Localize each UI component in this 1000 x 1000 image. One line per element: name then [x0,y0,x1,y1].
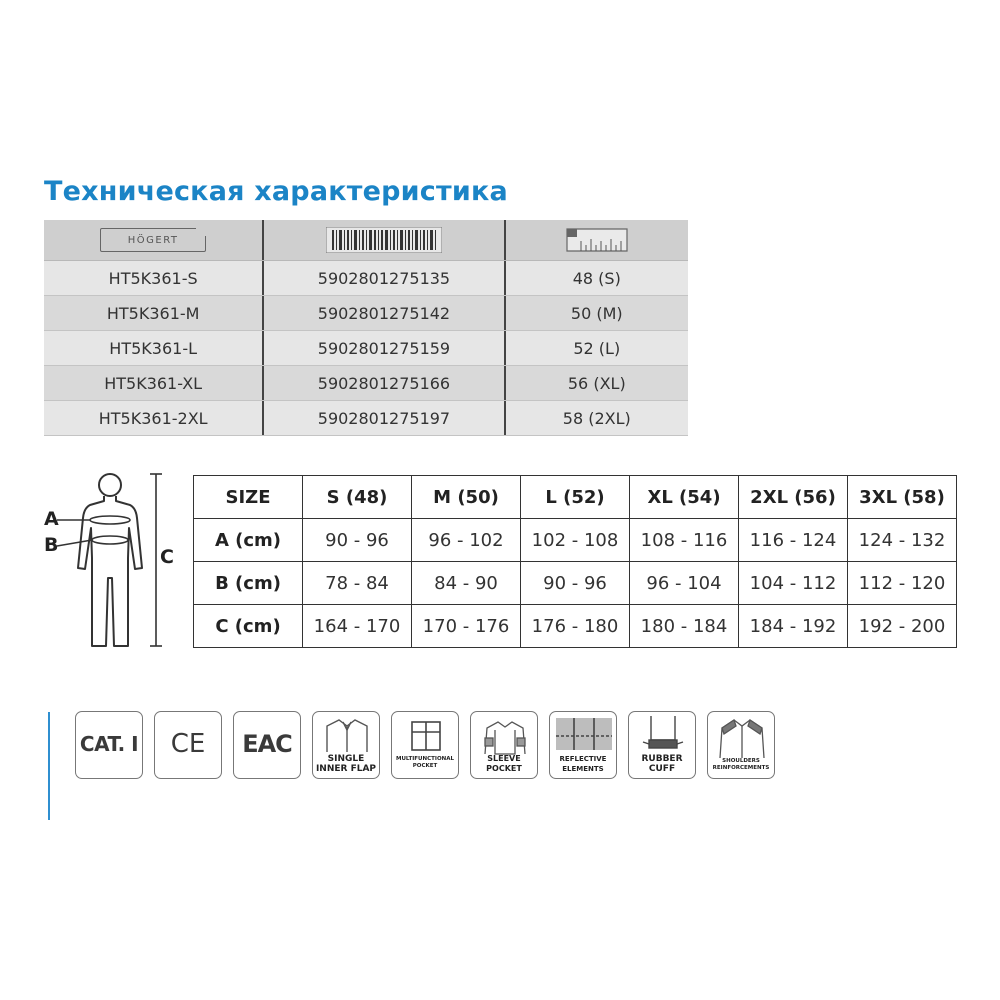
barcode-icon [326,227,442,253]
size-value: 50 (M) [570,303,623,323]
measurement-range: 108 - 116 [630,519,739,562]
product-code: HT5K361-L [44,331,264,365]
size-value: 58 (2XL) [562,408,631,428]
product-code: HT5K361-S [44,261,264,295]
measurement-range: 164 - 170 [303,605,412,648]
ruler-icon [565,227,629,253]
size-chart-header-row [194,476,957,519]
spec-table-row [44,261,688,296]
accent-divider [48,712,50,820]
cat-i-icon: CAT. I [75,711,143,779]
product-code: HT5K361-XL [44,366,264,400]
measurement-name: C (cm) [194,605,303,648]
size-chart-header-cell: M (50) [412,476,521,519]
size-chart-row [194,562,957,605]
measurement-range: 102 - 108 [521,519,630,562]
measurement-label-b: B [44,534,59,556]
size-chart-header-cell: S (48) [303,476,412,519]
size-value: 48 (S) [572,268,621,288]
shoulders-reinforcements-icon: SHOULDERS REINFORCEMENTS [707,711,775,779]
measurement-range: 116 - 124 [739,519,848,562]
size-chart-row [194,519,957,562]
size-chart-row [194,605,957,648]
size-chart-header-cell: L (52) [521,476,630,519]
size-chart-header-cell: 3XL (58) [848,476,957,519]
spec-table-header [44,220,688,261]
spec-table-row [44,296,688,331]
measurement-range: 96 - 104 [630,562,739,605]
spec-table-row [44,331,688,366]
measurement-range: 180 - 184 [630,605,739,648]
ce-mark-icon: CE [154,711,222,779]
brand-logo: HÖGERT [100,228,206,252]
size-chart-header-cell: XL (54) [630,476,739,519]
measurement-range: 78 - 84 [303,562,412,605]
eac-mark-icon: EAC [233,711,301,779]
measurement-range: 124 - 132 [848,519,957,562]
size-chart-header-cell: SIZE [194,476,303,519]
feature-icons-row [75,711,786,779]
measurement-range: 90 - 96 [521,562,630,605]
measurement-range: 112 - 120 [848,562,957,605]
body-measurement-figure [40,468,180,658]
spec-table-row [44,366,688,401]
spec-table-row [44,401,688,436]
ean-code: 5902801275166 [264,366,505,400]
size-value: 52 (L) [573,338,621,358]
measurement-range: 170 - 176 [412,605,521,648]
product-code: HT5K361-2XL [44,401,264,435]
size-chart-table [193,475,957,648]
ean-code: 5902801275159 [264,331,505,365]
measurement-range: 176 - 180 [521,605,630,648]
measurement-name: A (cm) [194,519,303,562]
rubber-cuff-icon: RUBBER CUFF [628,711,696,779]
measurement-range: 84 - 90 [412,562,521,605]
measurement-range: 184 - 192 [739,605,848,648]
size-chart-header-cell: 2XL (56) [739,476,848,519]
measurement-range: 192 - 200 [848,605,957,648]
spec-table [44,220,688,436]
ean-code: 5902801275135 [264,261,505,295]
measurement-range: 104 - 112 [739,562,848,605]
page-title: Техническая характеристика [44,176,508,207]
ean-code: 5902801275142 [264,296,505,330]
measurement-label-a: A [44,508,59,530]
multifunctional-pocket-icon: MULTIFUNCTIONAL POCKET [391,711,459,779]
measurement-range: 90 - 96 [303,519,412,562]
single-inner-flap-icon: SINGLE INNER FLAP [312,711,380,779]
sleeve-pocket-icon: SLEEVE POCKET [470,711,538,779]
ean-code: 5902801275197 [264,401,505,435]
measurement-name: B (cm) [194,562,303,605]
size-value: 56 (XL) [567,373,626,393]
measurement-label-c: C [160,546,174,568]
human-silhouette-icon [40,468,180,658]
reflective-elements-icon: REFLECTIVE ELEMENTS [549,711,617,779]
product-code: HT5K361-M [44,296,264,330]
measurement-range: 96 - 102 [412,519,521,562]
